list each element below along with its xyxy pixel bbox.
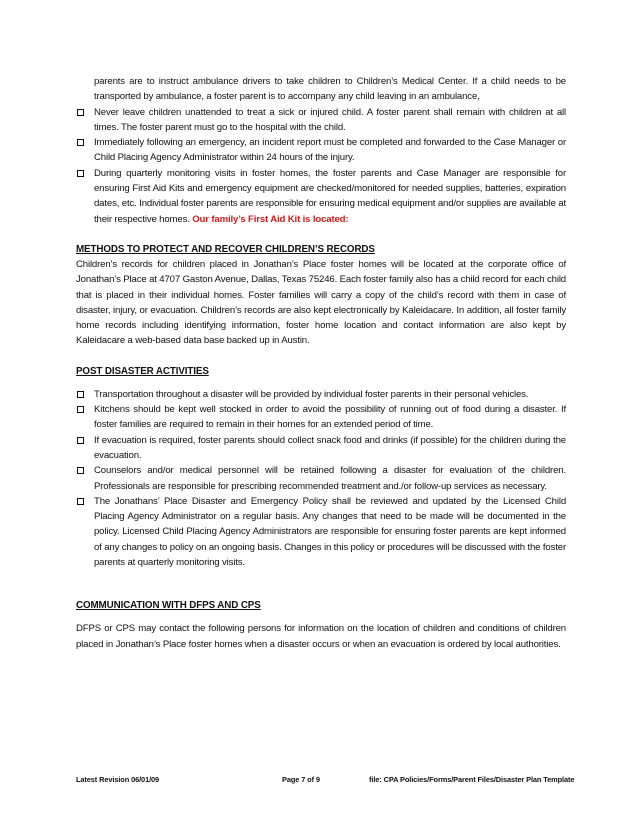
bullet-text: Never leave children unattended to treat a sick or injured child. A foster parent shall remain with children at all times. The foster parent must go to the hospital with the child. (94, 106, 566, 133)
continuation-paragraph: parents are to instruct ambulance drivers to take children to Children’s Medical Center. If a child needs to be transported by ambulance, a foster parent is to accompany any child leaving in an ambulance, (94, 76, 566, 103)
records-heading: METHODS TO PROTECT AND RECOVER CHILDREN’S RECORDS (76, 243, 375, 255)
records-paragraph: Children’s records for children placed in Jonathan’s Place foster homes will be located at the corporate office of Jonathan’s Place at 4707 Gaston Avenue, Dallas, Texas 75246. Each foster family also has a child record for each child that is placed in their individual homes. Foster families will carry a copy of the child’s record with them in case of disaster, injury, or evacuation. Children’s records are also kept electronically by Kaleidacare. In addition, all foster family home records including identifying information, foster home location and contact information are also kept by Kaleidacare a web-based data base backed up in Austin. (76, 258, 566, 347)
bullet-item-policy-review (76, 494, 566, 570)
communication-heading: COMMUNICATION WITH DFPS AND CPS (76, 600, 261, 612)
bullet-item-counselors (76, 463, 566, 494)
checkbox-bullet-icon (77, 406, 84, 413)
bullet-item-incident-report (76, 135, 566, 166)
bullet-item-unattended (76, 105, 566, 136)
footer-revision: Latest Revision 06/01/09 (76, 775, 160, 784)
bullet-item-first-aid (76, 166, 566, 227)
bullet-text: If evacuation is required, foster parents should collect snack food and drinks (if possible) for the children during the evacuation. (94, 434, 566, 461)
bullet-item-evacuation (76, 433, 566, 464)
communication-paragraph: DFPS or CPS may contact the following persons for information on the location of children and conditions of children placed in Jonathan’s Place foster homes when a disaster occurs or when an evacuation is ordered by local authorities. (76, 623, 566, 650)
checkbox-bullet-icon (77, 170, 84, 177)
checkbox-bullet-icon (77, 109, 84, 116)
checkbox-bullet-icon (77, 498, 84, 505)
bullet-text: The Jonathans’ Place Disaster and Emergency Policy shall be reviewed and updated by the Licensed Child Placing Agency Administrator on a regular basis. Any changes that need to be made will be documented in the policy. Licensed Child Placing Agency Administrators are responsible for ensuring foster parents are kept informed of any changes to policy on an ongoing basis. Changes in this policy or procedures will be discussed with the foster parents at quarterly monitoring visits. (94, 495, 566, 569)
first-aid-kit-location-label: Our family’s First Aid Kit is located: (192, 213, 349, 225)
checkbox-bullet-icon (77, 437, 84, 444)
checkbox-bullet-icon (77, 467, 84, 474)
document-body (76, 74, 566, 652)
bullet-item-transportation (76, 387, 566, 402)
checkbox-bullet-icon (77, 391, 84, 398)
bullet-text: Immediately following an emergency, an incident report must be completed and forwarded to the Case Manager or Child Placing Agency Administrator within 24 hours of the injury. (94, 137, 566, 164)
bullet-text: Kitchens should be kept well stocked in order to avoid the possibility of running out of food during a disaster. If foster families are required to remain in their homes for an extended period of time. (94, 404, 566, 431)
bullet-text: During quarterly monitoring visits in foster homes, the foster parents and Case Manager are responsible for ensuring First Aid Kits and emergency equipment are checked/monitored for needed supplies, batteries, expiration dates, etc. Individual foster parents are responsible for ensuring medical equipment and/or supplies are available at their respective homes. (94, 167, 566, 225)
post-disaster-heading: POST DISASTER ACTIVITIES (76, 365, 209, 377)
footer-page-number: Page 7 of 9 (282, 775, 320, 784)
footer-file-path: file: CPA Policies/Forms/Parent Files/Disaster Plan Template (369, 775, 575, 784)
bullet-text: Counselors and/or medical personnel will be retained following a disaster for evaluation of the children. Professionals are responsible for prescribing recommended treatment and./or follow-up services as necessary. (94, 465, 566, 492)
checkbox-bullet-icon (77, 139, 84, 146)
bullet-item-kitchens (76, 402, 566, 433)
bullet-text: Transportation throughout a disaster will be provided by individual foster parents in their personal vehicles. (94, 388, 529, 400)
